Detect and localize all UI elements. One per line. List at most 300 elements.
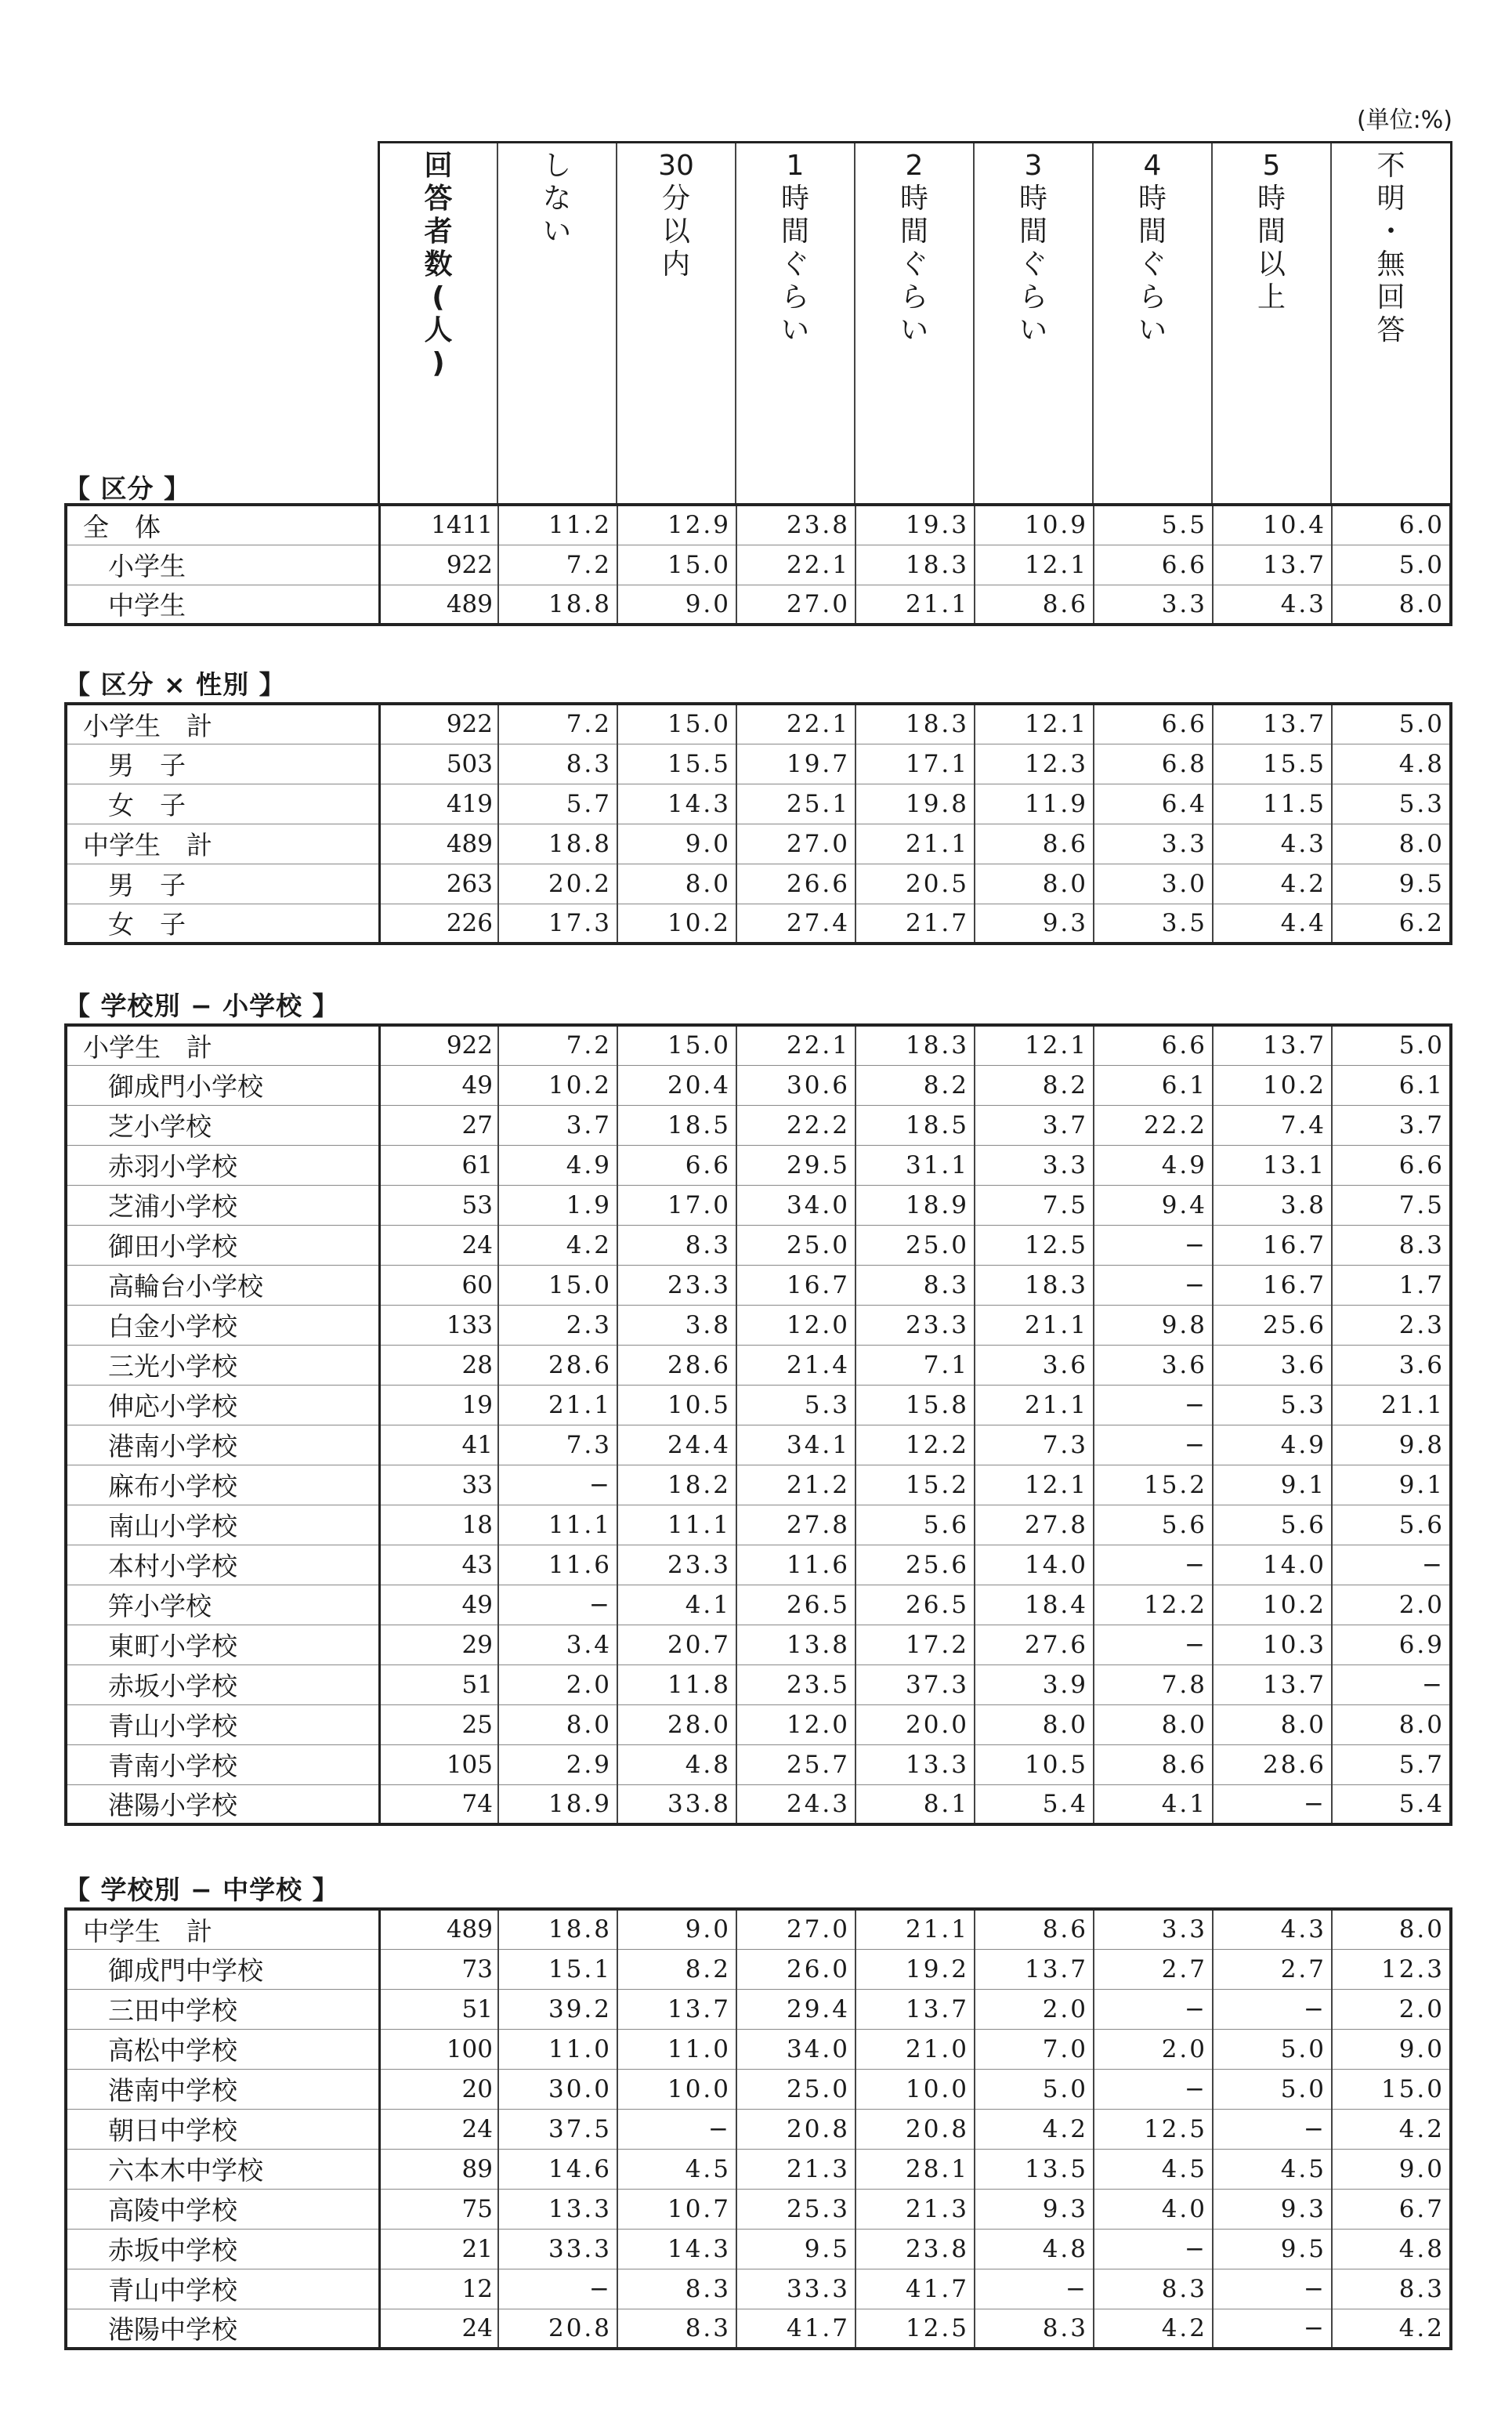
percent-cell: 5.0: [1332, 545, 1451, 585]
percent-cell: 8.3: [975, 2309, 1094, 2349]
percent-cell: 10.2: [1213, 1065, 1332, 1105]
respondent-count-cell: 41: [379, 1425, 498, 1465]
percent-cell: 28.6: [1213, 1744, 1332, 1784]
percent-cell: 7.1: [855, 1345, 975, 1385]
table-row: [66, 2269, 1451, 2309]
table-row: [66, 1465, 1451, 1505]
row-label: 三田中学校: [66, 1989, 379, 2029]
respondent-count-cell: 263: [379, 864, 498, 904]
percent-cell: −: [975, 2269, 1094, 2309]
percent-cell: 8.6: [975, 824, 1094, 864]
percent-cell: 6.1: [1332, 1065, 1451, 1105]
column-header-char: ぐ: [1018, 248, 1047, 281]
table-row: [66, 1505, 1451, 1545]
percent-cell: 9.1: [1332, 1465, 1451, 1505]
table-row: [66, 784, 1451, 824]
percent-cell: 9.5: [1213, 2229, 1332, 2269]
row-label: 中学生: [66, 585, 379, 625]
percent-cell: 20.2: [498, 864, 617, 904]
column-header-char: 以: [1257, 248, 1286, 281]
percent-cell: 23.3: [617, 1265, 736, 1305]
percent-cell: 4.5: [1094, 2149, 1213, 2189]
row-label: 港陽中学校: [66, 2309, 379, 2349]
row-label: 高松中学校: [66, 2029, 379, 2069]
percent-cell: 9.8: [1094, 1305, 1213, 1345]
table-row: [66, 1025, 1451, 1065]
column-header-char: 間: [1138, 216, 1167, 248]
percent-cell: 9.0: [617, 824, 736, 864]
percent-cell: 21.2: [736, 1465, 855, 1505]
percent-cell: 15.5: [617, 744, 736, 784]
table-row: [66, 1989, 1451, 2029]
percent-cell: 7.5: [975, 1185, 1094, 1225]
percent-cell: 17.0: [617, 1185, 736, 1225]
percent-cell: 8.3: [1094, 2269, 1213, 2309]
percent-cell: 3.4: [498, 1625, 617, 1664]
percent-cell: 3.0: [1094, 864, 1213, 904]
percent-cell: 26.6: [736, 864, 855, 904]
percent-cell: 8.0: [1094, 1704, 1213, 1744]
percent-cell: 2.3: [498, 1305, 617, 1345]
unit-note: (単位:%): [1356, 107, 1452, 134]
respondent-count-cell: 12: [379, 2269, 498, 2309]
column-header-char: 30: [658, 150, 694, 182]
percent-cell: 25.0: [736, 2069, 855, 2109]
column-header-char: 時: [1138, 183, 1167, 215]
respondent-count-cell: 24: [379, 1225, 498, 1265]
percent-cell: 25.0: [855, 1225, 975, 1265]
percent-cell: 5.7: [498, 784, 617, 824]
percent-cell: 3.3: [1094, 585, 1213, 625]
percent-cell: 13.3: [498, 2189, 617, 2229]
percent-cell: 3.8: [617, 1305, 736, 1345]
percent-cell: 4.8: [617, 1744, 736, 1784]
column-header-char: 明: [1376, 183, 1405, 215]
percent-cell: 4.0: [1094, 2189, 1213, 2229]
column-header-2: [616, 143, 735, 505]
row-label: 青山小学校: [66, 1704, 379, 1744]
column-header-7: [1211, 143, 1330, 505]
percent-cell: 2.9: [498, 1744, 617, 1784]
percent-cell: 23.8: [736, 505, 855, 545]
percent-cell: 19.7: [736, 744, 855, 784]
percent-cell: 21.7: [855, 904, 975, 944]
percent-cell: 15.0: [498, 1265, 617, 1305]
percent-cell: 20.8: [498, 2309, 617, 2349]
percent-cell: 5.4: [975, 1784, 1094, 1824]
column-header-6: [1092, 143, 1211, 505]
percent-cell: 27.8: [736, 1505, 855, 1545]
column-header-char: 者: [424, 216, 453, 248]
percent-cell: 13.7: [617, 1989, 736, 2029]
percent-cell: −: [1094, 1225, 1213, 1265]
respondent-count-cell: 100: [379, 2029, 498, 2069]
percent-cell: 9.3: [975, 904, 1094, 944]
respondent-count-cell: 489: [379, 585, 498, 625]
percent-cell: 8.3: [617, 2269, 736, 2309]
row-label: 中学生 計: [66, 1909, 379, 1949]
column-header-char: 時: [780, 183, 809, 215]
respondent-count-cell: 43: [379, 1545, 498, 1585]
percent-cell: 4.2: [1332, 2309, 1451, 2349]
column-header-char: 間: [1018, 216, 1047, 248]
percent-cell: 15.1: [498, 1949, 617, 1989]
row-label: 港南中学校: [66, 2069, 379, 2109]
percent-cell: 23.5: [736, 1664, 855, 1704]
percent-cell: 4.8: [1332, 2229, 1451, 2269]
percent-cell: 34.1: [736, 1425, 855, 1465]
respondent-count-cell: 489: [379, 1909, 498, 1949]
percent-cell: 6.6: [1094, 1025, 1213, 1065]
percent-cell: 22.2: [736, 1105, 855, 1145]
percent-cell: 5.6: [1213, 1505, 1332, 1545]
percent-cell: 30.0: [498, 2069, 617, 2109]
percent-cell: 3.7: [1332, 1105, 1451, 1145]
percent-cell: 5.6: [1094, 1505, 1213, 1545]
column-header-char: 人: [424, 314, 453, 346]
percent-cell: 12.0: [736, 1305, 855, 1345]
column-header-char: 不: [1376, 150, 1405, 182]
percent-cell: 21.1: [855, 585, 975, 625]
respondent-count-cell: 60: [379, 1265, 498, 1305]
respondent-count-cell: 51: [379, 1989, 498, 2029]
respondent-count-cell: 61: [379, 1145, 498, 1185]
percent-cell: 26.0: [736, 1949, 855, 1989]
table-row: [66, 1265, 1451, 1305]
table-row: [66, 1305, 1451, 1345]
column-header-char: 回: [424, 150, 453, 182]
percent-cell: −: [1213, 2109, 1332, 2149]
percent-cell: 22.1: [736, 1025, 855, 1065]
respondent-count-cell: 49: [379, 1585, 498, 1625]
percent-cell: 33.8: [617, 1784, 736, 1824]
section-title: 【 区分 × 性別 】: [64, 669, 286, 700]
percent-cell: 27.4: [736, 904, 855, 944]
percent-cell: 5.6: [1332, 1505, 1451, 1545]
percent-cell: 13.1: [1213, 1145, 1332, 1185]
percent-cell: 13.7: [1213, 545, 1332, 585]
percent-cell: 11.0: [498, 2029, 617, 2069]
percent-cell: 5.0: [975, 2069, 1094, 2109]
percent-cell: 12.2: [1094, 1585, 1213, 1625]
percent-cell: 4.2: [1094, 2309, 1213, 2349]
table-row: [66, 2069, 1451, 2109]
column-header-4: [854, 143, 973, 505]
percent-cell: 2.0: [1332, 1989, 1451, 2029]
percent-cell: 4.2: [1213, 864, 1332, 904]
percent-cell: 10.2: [617, 904, 736, 944]
percent-cell: 4.2: [1332, 2109, 1451, 2149]
percent-cell: 13.7: [855, 1989, 975, 2029]
percent-cell: −: [1094, 1989, 1213, 2029]
column-header-char: 数: [424, 248, 453, 281]
table-row: [66, 1105, 1451, 1145]
respondent-count-cell: 20: [379, 2069, 498, 2109]
column-header-1: [497, 143, 616, 505]
percent-cell: 1.9: [498, 1185, 617, 1225]
percent-cell: 9.4: [1094, 1185, 1213, 1225]
row-label: 芝小学校: [66, 1105, 379, 1145]
row-label: 小学生 計: [66, 1025, 379, 1065]
percent-cell: 3.8: [1213, 1185, 1332, 1225]
row-label: 東町小学校: [66, 1625, 379, 1664]
percent-cell: 8.0: [975, 864, 1094, 904]
percent-cell: 8.6: [1094, 1744, 1213, 1784]
percent-cell: 14.0: [1213, 1545, 1332, 1585]
percent-cell: 4.5: [617, 2149, 736, 2189]
row-label: 女 子: [66, 904, 379, 944]
percent-cell: 4.2: [498, 1225, 617, 1265]
percent-cell: 14.6: [498, 2149, 617, 2189]
percent-cell: 10.2: [1213, 1585, 1332, 1625]
percent-cell: 18.2: [617, 1465, 736, 1505]
respondent-count-cell: 21: [379, 2229, 498, 2269]
percent-cell: 37.3: [855, 1664, 975, 1704]
respondent-count-cell: 33: [379, 1465, 498, 1505]
percent-cell: 8.2: [617, 1949, 736, 1989]
column-header-char: ら: [899, 281, 928, 313]
respondent-count-cell: 49: [379, 1065, 498, 1105]
table-row: [66, 824, 1451, 864]
percent-cell: 28.0: [617, 1704, 736, 1744]
row-label: 三光小学校: [66, 1345, 379, 1385]
row-label: 女 子: [66, 784, 379, 824]
percent-cell: 3.6: [975, 1345, 1094, 1385]
table-row: [66, 1704, 1451, 1744]
percent-cell: 11.1: [498, 1505, 617, 1545]
percent-cell: 10.0: [855, 2069, 975, 2109]
percent-cell: 7.2: [498, 1025, 617, 1065]
percent-cell: 23.3: [617, 1545, 736, 1585]
table-row: [66, 1065, 1451, 1105]
percent-cell: 3.7: [975, 1105, 1094, 1145]
table-row: [66, 1185, 1451, 1225]
percent-cell: 8.0: [1332, 585, 1451, 625]
percent-cell: 4.2: [975, 2109, 1094, 2149]
percent-cell: 26.5: [736, 1585, 855, 1625]
percent-cell: −: [1332, 1664, 1451, 1704]
respondent-count-cell: 489: [379, 824, 498, 864]
table-row: [66, 1345, 1451, 1385]
table-row: [66, 2029, 1451, 2069]
percent-cell: 6.6: [1094, 545, 1213, 585]
percent-cell: 5.0: [1213, 2029, 1332, 2069]
percent-cell: 41.7: [736, 2309, 855, 2349]
percent-cell: −: [1332, 1545, 1451, 1585]
percent-cell: 7.3: [975, 1425, 1094, 1465]
respondent-count-cell: 27: [379, 1105, 498, 1145]
column-header-char: 間: [780, 216, 809, 248]
percent-cell: 4.8: [1332, 744, 1451, 784]
row-label: 赤坂小学校: [66, 1664, 379, 1704]
percent-cell: 6.0: [1332, 505, 1451, 545]
percent-cell: 34.0: [736, 1185, 855, 1225]
percent-cell: 24.4: [617, 1425, 736, 1465]
column-header-char: い: [542, 216, 571, 248]
percent-cell: 8.3: [855, 1265, 975, 1305]
percent-cell: 13.5: [975, 2149, 1094, 2189]
respondent-count-cell: 89: [379, 2149, 498, 2189]
percent-cell: 4.9: [498, 1145, 617, 1185]
percent-cell: 6.6: [1332, 1145, 1451, 1185]
percent-cell: 21.1: [498, 1385, 617, 1425]
percent-cell: −: [1094, 1625, 1213, 1664]
percent-cell: 15.8: [855, 1385, 975, 1425]
percent-cell: 21.0: [855, 2029, 975, 2069]
percent-cell: 8.3: [617, 2309, 736, 2349]
percent-cell: 10.0: [617, 2069, 736, 2109]
column-header-char: い: [1018, 314, 1047, 346]
percent-cell: 6.7: [1332, 2189, 1451, 2229]
row-label: 御成門中学校: [66, 1949, 379, 1989]
percent-cell: 18.8: [498, 585, 617, 625]
percent-cell: 41.7: [855, 2269, 975, 2309]
row-label: 南山小学校: [66, 1505, 379, 1545]
percent-cell: 6.2: [1332, 904, 1451, 944]
percent-cell: 13.3: [855, 1744, 975, 1784]
percent-cell: −: [1094, 2229, 1213, 2269]
percent-cell: 4.9: [1094, 1145, 1213, 1185]
table-row: [66, 864, 1451, 904]
percent-cell: 15.0: [617, 545, 736, 585]
column-header-char: 時: [1018, 183, 1047, 215]
column-header-char: 2: [905, 150, 924, 182]
percent-cell: 13.7: [1213, 1664, 1332, 1704]
percent-cell: 6.4: [1094, 784, 1213, 824]
percent-cell: 21.1: [855, 824, 975, 864]
percent-cell: 20.5: [855, 864, 975, 904]
percent-cell: 13.7: [975, 1949, 1094, 1989]
respondent-count-cell: 73: [379, 1949, 498, 1989]
row-label: 港南小学校: [66, 1425, 379, 1465]
percent-cell: 27.0: [736, 1909, 855, 1949]
percent-cell: −: [498, 1585, 617, 1625]
percent-cell: 6.6: [1094, 704, 1213, 744]
percent-cell: 7.2: [498, 545, 617, 585]
column-header-char: ): [432, 347, 445, 379]
column-header-char: ら: [780, 281, 809, 313]
percent-cell: 21.1: [1332, 1385, 1451, 1425]
table-row: [66, 904, 1451, 944]
percent-cell: 2.7: [1213, 1949, 1332, 1989]
percent-cell: 18.8: [498, 824, 617, 864]
percent-cell: 3.9: [975, 1664, 1094, 1704]
percent-cell: 2.0: [1332, 1585, 1451, 1625]
percent-cell: 11.6: [498, 1545, 617, 1585]
section-title: 【 区分 】: [64, 473, 190, 504]
percent-cell: 19.3: [855, 505, 975, 545]
percent-cell: −: [1094, 1385, 1213, 1425]
percent-cell: 4.8: [975, 2229, 1094, 2269]
percent-cell: 12.3: [1332, 1949, 1451, 1989]
percent-cell: 25.0: [736, 1225, 855, 1265]
percent-cell: 4.3: [1213, 824, 1332, 864]
percent-cell: 2.7: [1094, 1949, 1213, 1989]
section-title: 【 学校別 − 中学校 】: [64, 1875, 339, 1905]
column-header-char: 間: [899, 216, 928, 248]
row-label: 御田小学校: [66, 1225, 379, 1265]
percent-cell: 15.2: [1094, 1465, 1213, 1505]
percent-cell: 6.8: [1094, 744, 1213, 784]
percent-cell: 28.1: [855, 2149, 975, 2189]
percent-cell: 4.1: [617, 1585, 736, 1625]
percent-cell: 4.3: [1213, 585, 1332, 625]
row-label: 青南小学校: [66, 1744, 379, 1784]
percent-cell: 8.0: [1213, 1704, 1332, 1744]
percent-cell: 18.8: [498, 1909, 617, 1949]
row-label: 御成門小学校: [66, 1065, 379, 1105]
percent-cell: 3.6: [1332, 1345, 1451, 1385]
percent-cell: 22.2: [1094, 1105, 1213, 1145]
percent-cell: 11.5: [1213, 784, 1332, 824]
row-label: 笄小学校: [66, 1585, 379, 1625]
column-header-char: 上: [1257, 281, 1286, 313]
respondent-count-cell: 51: [379, 1664, 498, 1704]
respondent-count-cell: 503: [379, 744, 498, 784]
percent-cell: 4.5: [1213, 2149, 1332, 2189]
percent-cell: 5.5: [1094, 505, 1213, 545]
percent-cell: 27.0: [736, 824, 855, 864]
percent-cell: 21.1: [975, 1385, 1094, 1425]
column-header-3: [735, 143, 854, 505]
percent-cell: 7.0: [975, 2029, 1094, 2069]
percent-cell: 7.4: [1213, 1105, 1332, 1145]
percent-cell: 25.7: [736, 1744, 855, 1784]
percent-cell: 5.3: [736, 1385, 855, 1425]
percent-cell: 27.6: [975, 1625, 1094, 1664]
table-row: [66, 2109, 1451, 2149]
percent-cell: 5.0: [1213, 2069, 1332, 2109]
percent-cell: 4.1: [1094, 1784, 1213, 1824]
percent-cell: 30.6: [736, 1065, 855, 1105]
column-header: [378, 141, 1452, 505]
percent-cell: 12.1: [975, 1025, 1094, 1065]
row-label: 青山中学校: [66, 2269, 379, 2309]
percent-cell: 9.0: [617, 1909, 736, 1949]
percent-cell: 8.0: [975, 1704, 1094, 1744]
column-header-8: [1330, 143, 1452, 505]
column-header-char: 無: [1376, 248, 1405, 281]
percent-cell: 17.3: [498, 904, 617, 944]
percent-cell: 8.1: [855, 1784, 975, 1824]
percent-cell: 15.0: [617, 704, 736, 744]
percent-cell: 20.8: [855, 2109, 975, 2149]
column-header-char: 分: [661, 183, 690, 215]
respondent-count-cell: 105: [379, 1744, 498, 1784]
percent-cell: 9.1: [1213, 1465, 1332, 1505]
percent-cell: 16.7: [736, 1265, 855, 1305]
percent-cell: 34.0: [736, 2029, 855, 2069]
percent-cell: 2.0: [1094, 2029, 1213, 2069]
table-row: [66, 1744, 1451, 1784]
percent-cell: 8.3: [617, 1225, 736, 1265]
percent-cell: 12.5: [1094, 2109, 1213, 2149]
column-header-char: ら: [1018, 281, 1047, 313]
percent-cell: 8.3: [1332, 2269, 1451, 2309]
percent-cell: 8.3: [498, 744, 617, 784]
percent-cell: 18.3: [975, 1265, 1094, 1305]
percent-cell: 4.9: [1213, 1425, 1332, 1465]
percent-cell: 12.0: [736, 1704, 855, 1744]
respondent-count-cell: 28: [379, 1345, 498, 1385]
row-label: 男 子: [66, 864, 379, 904]
percent-cell: 27.0: [736, 585, 855, 625]
percent-cell: 28.6: [617, 1345, 736, 1385]
percent-cell: 19.8: [855, 784, 975, 824]
table-row: [66, 2229, 1451, 2269]
percent-cell: 12.9: [617, 505, 736, 545]
column-header-char: し: [542, 150, 571, 182]
